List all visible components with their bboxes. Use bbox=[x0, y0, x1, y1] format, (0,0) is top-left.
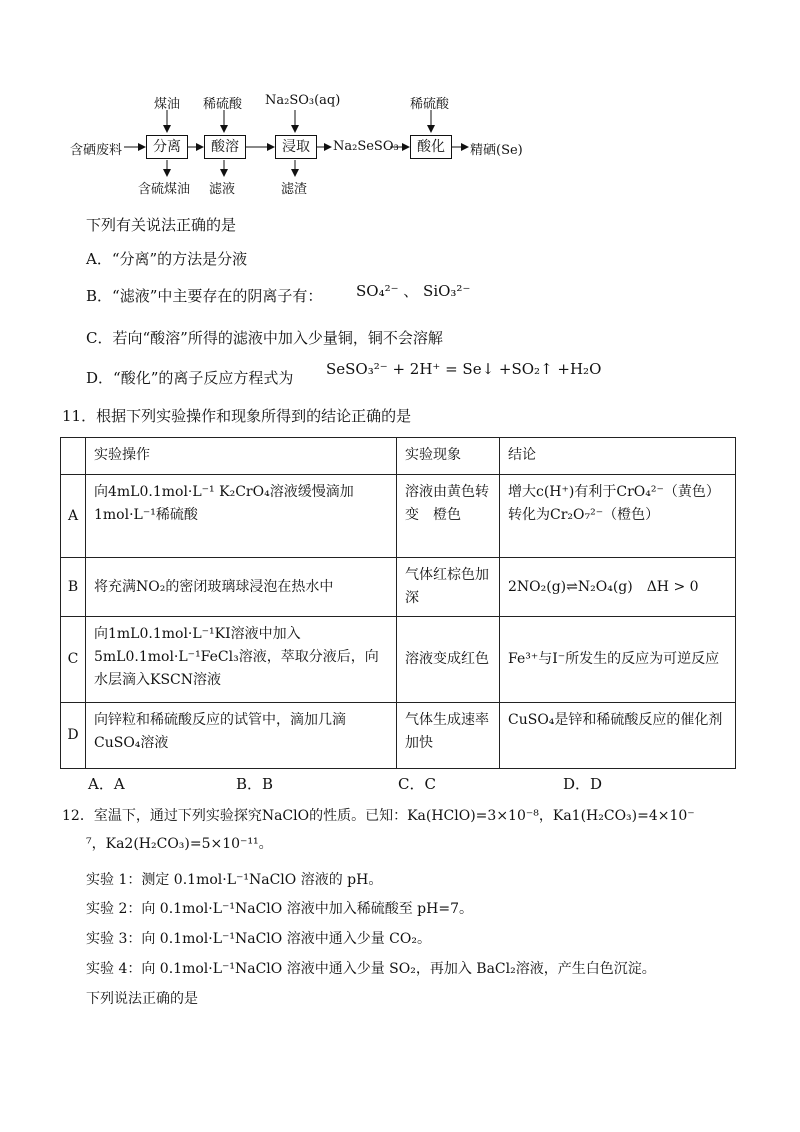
q10-option-a: A．“分离”的方法是分液 bbox=[86, 250, 248, 268]
row-phenomenon: 溶液变成红色 bbox=[397, 617, 500, 703]
flow-reagent-3: Na₂SO₃(aq) bbox=[265, 93, 341, 108]
q11-choice-d: D．D bbox=[563, 775, 603, 793]
table-row bbox=[61, 475, 736, 558]
row-label: C bbox=[61, 617, 86, 703]
row-label: A bbox=[61, 475, 86, 558]
header-operation: 实验操作 bbox=[86, 438, 397, 475]
q12-experiment-4: 实验 4：向 0.1mol·L⁻¹NaClO 溶液中通入少量 SO₂，再加入 BaCl₂溶液，产生白色沉淀。 bbox=[86, 961, 656, 977]
flow-reagent-2: 稀硫酸 bbox=[203, 97, 243, 112]
flow-step-separate: 分离 bbox=[146, 135, 188, 159]
row-phenomenon: 气体生成速率加快 bbox=[397, 703, 500, 769]
table-row bbox=[61, 558, 736, 617]
flow-step-leach: 浸取 bbox=[275, 135, 317, 159]
row-operation: 向锌粒和稀硫酸反应的试管中，滴加几滴CuSO₄溶液 bbox=[86, 703, 397, 769]
q12-title-line2: ⁷，Ka2(H₂CO₃)=5×10⁻¹¹。 bbox=[86, 836, 273, 852]
q12-prompt: 下列说法正确的是 bbox=[86, 991, 198, 1007]
q11-choice-b: B．B bbox=[236, 775, 274, 793]
flow-input: 含硒废料 bbox=[70, 143, 123, 158]
flow-final-product: 精硒(Se) bbox=[470, 143, 523, 158]
q10-prompt: 下列有关说法正确的是 bbox=[86, 216, 237, 234]
q10-option-d-text: D．“酸化”的离子反应方程式为 bbox=[86, 369, 294, 387]
flow-output-2: 滤液 bbox=[209, 182, 236, 197]
q10-option-b-ions: SO₄²⁻ 、 SiO₃²⁻ bbox=[356, 282, 471, 300]
q11-title: 11．根据下列实验操作和现象所得到的结论正确的是 bbox=[62, 407, 412, 425]
row-operation: 向4mL0.1mol·L⁻¹ K₂CrO₄溶液缓慢滴加1mol·L⁻¹稀硫酸 bbox=[86, 475, 397, 558]
flow-step-acid-dissolve: 酸溶 bbox=[204, 135, 246, 159]
row-label: B bbox=[61, 558, 86, 617]
row-operation: 将充满NO₂的密闭玻璃球浸泡在热水中 bbox=[86, 558, 397, 617]
row-operation: 向1mL0.1mol·L⁻¹KI溶液中加入5mL0.1mol·L⁻¹FeCl₃溶液，萃取分液后，向水层滴入KSCN溶液 bbox=[86, 617, 397, 703]
table-header-row bbox=[61, 438, 736, 475]
flow-output-1: 含硫煤油 bbox=[138, 182, 191, 197]
flow-arrows bbox=[0, 0, 800, 200]
flow-intermediate: Na₂SeSO₃ bbox=[333, 139, 399, 154]
header-conclusion: 结论 bbox=[500, 438, 736, 475]
q11-choice-a: A．A bbox=[88, 775, 125, 793]
q11-choice-c: C．C bbox=[398, 775, 436, 793]
table-header-blank bbox=[61, 438, 86, 475]
row-conclusion: 增大c(H⁺)有利于CrO₄²⁻（黄色）转化为Cr₂O₇²⁻（橙色） bbox=[500, 475, 736, 558]
q12-experiment-1: 实验 1：测定 0.1mol·L⁻¹NaClO 溶液的 pH。 bbox=[86, 872, 383, 888]
row-label: D bbox=[61, 703, 86, 769]
flow-output-3: 滤渣 bbox=[281, 182, 308, 197]
q10-option-d-equation: SeSO₃²⁻ + 2H⁺ = Se↓ +SO₂↑ +H₂O bbox=[326, 360, 602, 378]
flow-step-acidify: 酸化 bbox=[410, 135, 452, 159]
row-phenomenon: 溶液由黄色转变 橙色 bbox=[397, 475, 500, 558]
q12-experiment-2: 实验 2：向 0.1mol·L⁻¹NaClO 溶液中加入稀硫酸至 pH=7。 bbox=[86, 901, 473, 917]
row-conclusion: 2NO₂(g)⇌N₂O₄(g) ΔH > 0 bbox=[500, 558, 736, 617]
row-conclusion: CuSO₄是锌和稀硫酸反应的催化剂 bbox=[500, 703, 736, 769]
row-conclusion: Fe³⁺与I⁻所发生的反应为可逆反应 bbox=[500, 617, 736, 703]
table-row bbox=[61, 617, 736, 703]
flow-reagent-1: 煤油 bbox=[154, 97, 181, 112]
q10-option-c: C．若向“酸溶”所得的滤液中加入少量铜，铜不会溶解 bbox=[86, 329, 443, 347]
q12-experiment-3: 实验 3：向 0.1mol·L⁻¹NaClO 溶液中通入少量 CO₂。 bbox=[86, 931, 431, 947]
table-row bbox=[61, 703, 736, 769]
header-phenomenon: 实验现象 bbox=[397, 438, 500, 475]
flow-reagent-4: 稀硫酸 bbox=[410, 97, 450, 112]
row-phenomenon: 气体红棕色加深 bbox=[397, 558, 500, 617]
q12-title-line1: 12．室温下，通过下列实验探究NaClO的性质。已知：Ka(HClO)=3×10⁻⁸，Ka1(H₂CO₃)=4×10⁻ bbox=[62, 808, 695, 824]
experiment-table bbox=[60, 437, 736, 769]
q10-option-b-text: B．“滤液”中主要存在的阴离子有： bbox=[86, 287, 323, 305]
